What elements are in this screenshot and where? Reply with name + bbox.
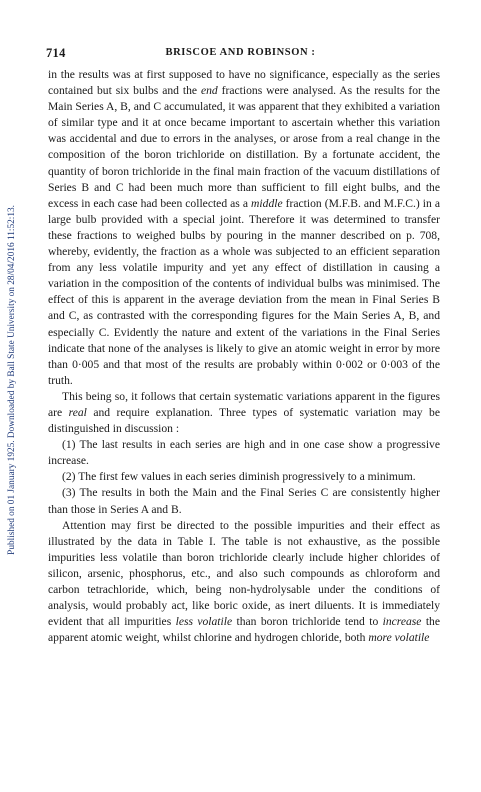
running-head: BRISCOE AND ROBINSON :	[165, 47, 316, 58]
italic-term: middle	[251, 196, 283, 210]
text-run: in the results was at first supposed to have no significance, especially as the series contained but six bulbs and the	[48, 68, 440, 98]
text-run: the apparent atomic weight, whilst chlorine and hydrogen chloride, both	[48, 615, 440, 645]
paragraph-1	[48, 67, 440, 389]
list-item-1: (1) The last results in each series are high and in one case show a progressive increase.	[48, 438, 440, 468]
text-run: fractions were analysed. As the results for the Main Series A, B, and C accumulated, it was apparent that they exhibited a variation of similar type and it at once became important to ascertain whether this variation was accidental and due to errors in the analyses, or arose from a real change in the composition of the boron trichloride on distillation. By a fortunate accident, the quantity of boron trichloride in the final main fraction of the vacuum distillations of Series B and C had been much more than sufficient to fill eight bulbs, and the excess in each case had been collected as a	[48, 84, 440, 210]
italic-term: end	[200, 84, 218, 98]
text-run: than boron trichloride tend to	[232, 615, 383, 629]
page-body	[48, 67, 440, 646]
download-watermark-text: Published on 01 January 1925. Downloaded by Ball State University on 28/04/2016 11:52:13.	[7, 205, 17, 555]
italic-term: more volatile	[368, 631, 430, 645]
text-run: fraction (M.F.B. and M.F.C.) in a large bulb provided with a special joint. Therefore it was determined to transfer these fractions to weighed bulbs by pouring in the manner described on p. 708, whereby, evidently, the fraction as a whole was subjected to an efficient separation from any less volatile impurity and yet any effect of distillation in causing a variation in the composition of the contents of individual bulbs was minimised. The effect of this is apparent in the average deviation from the mean in Final Series B and C, as contrasted with the corresponding figures for the Main Series A, B, and especially C. Evidently the nature and extent of the variations in the Final Series indicate that none of the analyses is likely to give an atomic weight in error by more than 0·005 and that most of the results are probably within 0·002 or 0·003 of the truth.	[48, 196, 440, 387]
list-item-2: (2) The first few values in each series diminish progressively to a minimum.	[62, 470, 416, 484]
paragraph-2	[48, 389, 440, 437]
paragraph-3	[48, 518, 440, 647]
italic-term: real	[68, 405, 87, 419]
italic-term: less volatile	[175, 615, 233, 629]
text-run: Attention may first be directed to the possible impurities and their effect as illustrated by the data in Table I. The table is not exhaustive, as the possible impurities less volatile than boron trichloride clearly include higher chlorides of silicon, arsenic, phosphorus, etc., and also such compounds as chloroform and carbon tetrachloride, which, being non-hydrolysable under the conditions of analysis, would probably act, like boric oxide, as inert diluents. It is immediately evident that all impurities	[48, 518, 440, 629]
list-item-3: (3) The results in both the Main and the Final Series C are consistently higher than those in Series A and B.	[48, 486, 440, 516]
italic-term: increase	[382, 615, 422, 629]
text-run: and require explanation. Three types of systematic variation may be distinguished in discussion :	[48, 405, 440, 436]
page-number: 714	[46, 46, 66, 60]
download-watermark	[1, 60, 23, 700]
text-run: This being so, it follows that certain systematic variations apparent in the figures are	[48, 389, 440, 419]
